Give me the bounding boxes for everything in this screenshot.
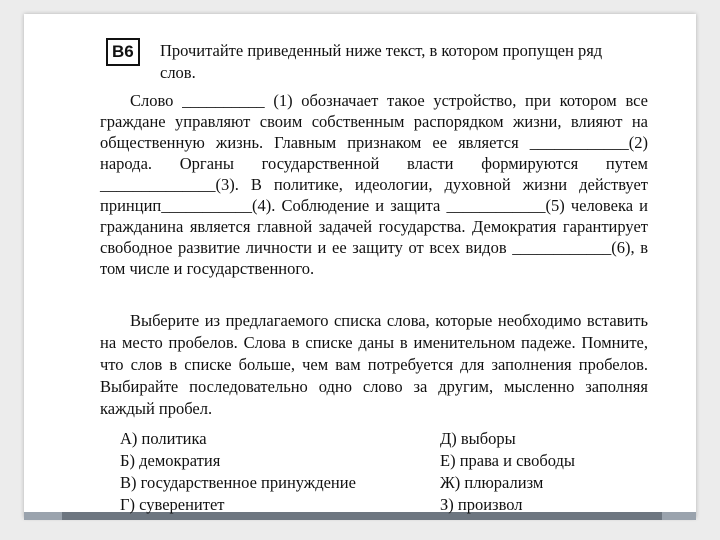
option-e: Е) права и свободы	[440, 451, 575, 470]
gap-text	[100, 90, 648, 279]
option-a: А) политика	[120, 429, 207, 448]
gap-text-paragraph: Слово __________ (1) обозначает такое устройство, при котором все граждане управляют своим собственным распорядком жизни, влияют на общественную жизнь. Главным признаком ее является ____________(2) народа. Органы государственной власти формируются путем ______________(3). В политике, идеологии, духовной жизни действует принцип___________(4). Соблюдение и защита ____________(5) человека и гражданина является главной задачей государства. Демократия гарантирует свободное развитие личности и ее защиту от всех видов ____________(6), в том числе и государственного.	[100, 91, 648, 278]
option-d: Д) выборы	[440, 429, 516, 448]
task-instruction: Прочитайте приведенный ниже текст, в котором пропущен ряд слов.	[160, 41, 603, 82]
selection-instructions-text: Выберите из предлагаемого списка слова, которые необходимо вставить на место пробелов. Слова в списке даны в именительном падеже. Помните, что слов в списке больше, чем вам потребуется для заполнения пробелов. Выбирайте последовательно одно слово за другим, мысленно заполняя каждый пробел.	[100, 311, 648, 418]
option-zh: Ж) плюрализм	[440, 473, 544, 492]
task-page	[100, 30, 648, 514]
task-number-box: B6	[106, 38, 140, 66]
word-options-list	[120, 428, 640, 516]
option-z: З) произвол	[440, 495, 523, 514]
option-v: В) государственное принуждение	[120, 473, 356, 492]
option-g: Г) суверенитет	[120, 495, 225, 514]
option-b: Б) демократия	[120, 451, 221, 470]
selection-instructions	[100, 310, 648, 420]
